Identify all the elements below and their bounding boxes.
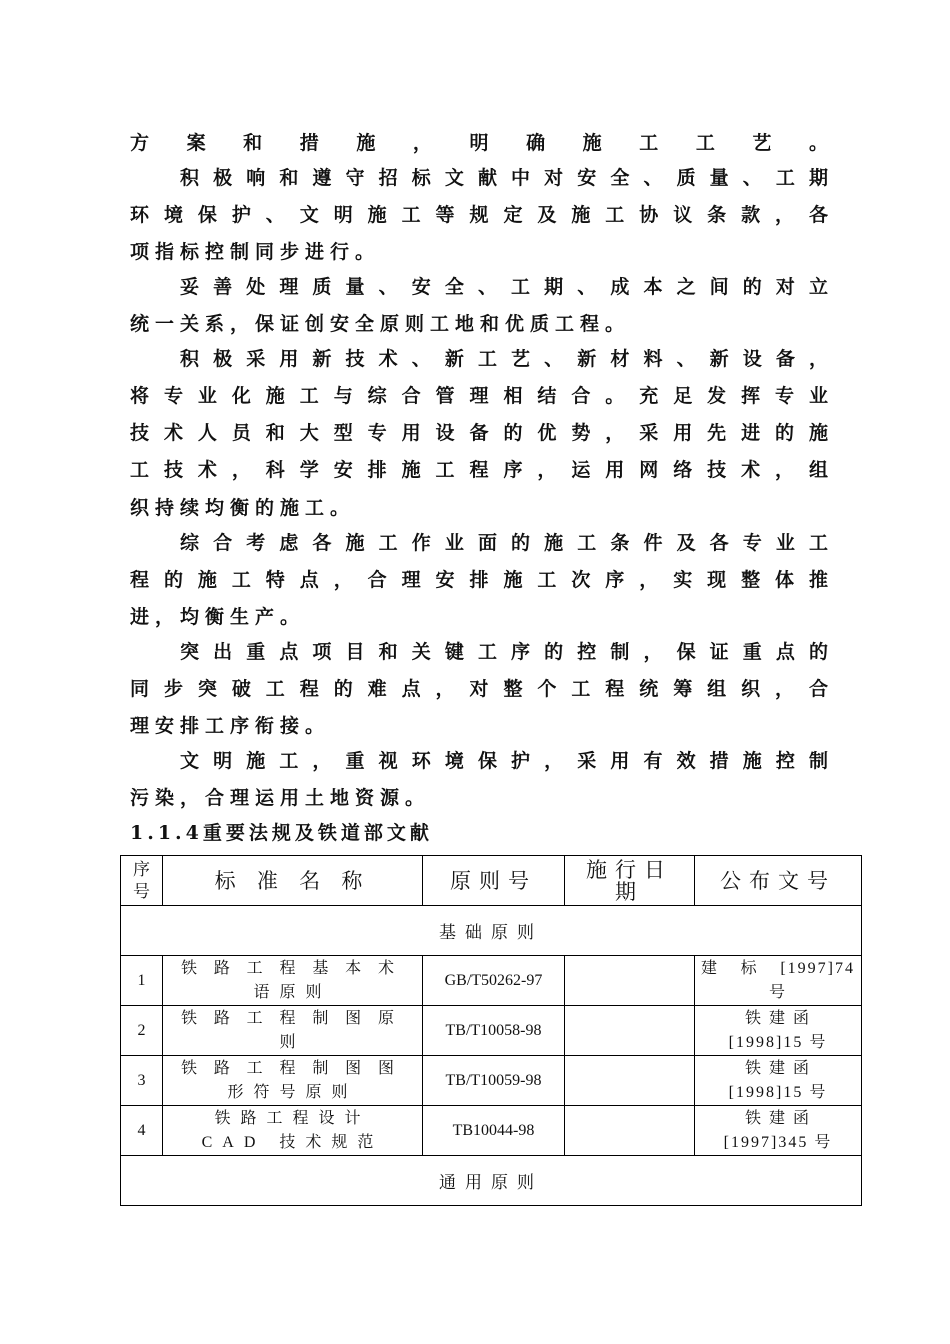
table-row xyxy=(121,1106,862,1156)
paragraph-line: 妥善处理质量、安全、工期、成本之间的对立 xyxy=(180,276,834,298)
cell-doc-line: [1997]345 号 xyxy=(723,1133,833,1151)
cell-doc-line: [1998]15 号 xyxy=(728,1033,828,1051)
cell-name-line: 铁路工程制图原 xyxy=(181,1009,404,1027)
cell-date xyxy=(565,1006,695,1056)
cell-doc-line: 号 xyxy=(768,983,787,1001)
paragraph-line: 同步突破工程的难点，对整个工程统筹组织，合 xyxy=(130,678,834,700)
header-seq-line: 序 xyxy=(133,859,150,879)
paragraph-line: 程的施工特点，合理安排施工次序，实现整体推 xyxy=(130,569,834,591)
cell-doc-line: 铁 建 函 xyxy=(744,1009,811,1027)
section-title: 通用原则 xyxy=(121,1156,862,1206)
standards-table xyxy=(120,855,862,1206)
cell-name-line: CAD 技术规范 xyxy=(201,1133,384,1151)
table-row xyxy=(121,1006,862,1056)
cell-seq: 3 xyxy=(121,1056,163,1106)
paragraph-line: 工技术，科学安排施工程序，运用网络技术，组 xyxy=(130,459,834,481)
cell-doc xyxy=(695,1056,862,1106)
cell-name-line: 铁路工程设计 xyxy=(214,1109,371,1127)
paragraph-line: 环境保护、文明施工等规定及施工协议条款，各 xyxy=(130,204,834,226)
section-title: 基础原则 xyxy=(121,906,862,956)
paragraph-line: 项指标控制同步进行。 xyxy=(130,241,381,263)
table-row xyxy=(121,956,862,1006)
header-code: 原则号 xyxy=(423,856,565,906)
table-section-row xyxy=(121,1156,862,1206)
paragraph-line: 文明施工，重视环境保护，采用有效措施控制 xyxy=(180,750,834,772)
cell-date xyxy=(565,1106,695,1156)
paragraph-line: 将专业化施工与综合管理相结合。充足发挥专业 xyxy=(130,385,834,407)
cell-name-line: 语原则 xyxy=(253,983,332,1001)
paragraph-line: 统一关系，保证创安全原则工地和优质工程。 xyxy=(130,313,631,335)
cell-code: GB/T50262-97 xyxy=(423,956,565,1006)
cell-code: TB/T10058-98 xyxy=(423,1006,565,1056)
paragraph-line: 进，均衡生产。 xyxy=(130,606,306,628)
cell-seq: 1 xyxy=(121,956,163,1006)
cell-seq: 2 xyxy=(121,1006,163,1056)
paragraph-line: 污染，合理运用土地资源。 xyxy=(130,787,431,809)
cell-name xyxy=(163,956,423,1006)
cell-date xyxy=(565,956,695,1006)
cell-doc-line: 铁 建 函 xyxy=(744,1059,811,1077)
paragraph-line: 织持续均衡的施工。 xyxy=(130,497,356,519)
table-row xyxy=(121,1056,862,1106)
cell-doc xyxy=(695,1106,862,1156)
cell-code: TB/T10059-98 xyxy=(423,1056,565,1106)
cell-name xyxy=(163,1056,423,1106)
header-date xyxy=(565,856,695,906)
cell-doc-line: [1998]15 号 xyxy=(728,1083,828,1101)
paragraph-line: 方案和措施，明确施工工艺。 xyxy=(130,132,834,154)
cell-doc xyxy=(695,1006,862,1056)
cell-name xyxy=(163,1106,423,1156)
paragraph-line: 突出重点项目和关键工序的控制，保证重点的 xyxy=(180,641,834,663)
table-header-row xyxy=(121,856,862,906)
cell-name-line: 则 xyxy=(279,1033,306,1051)
cell-doc-line: 铁 建 函 xyxy=(744,1109,811,1127)
cell-doc xyxy=(695,956,862,1006)
paragraph-line: 积极响和遵守招标文献中对安全、质量、工期 xyxy=(180,167,834,189)
cell-seq: 4 xyxy=(121,1106,163,1156)
cell-name-line: 铁路工程制图图 xyxy=(181,1059,404,1077)
cell-name-line: 形符号原则 xyxy=(227,1083,358,1101)
table-section-row xyxy=(121,906,862,956)
header-seq xyxy=(121,856,163,906)
cell-doc-line: 建 标 [1997]74 xyxy=(701,959,855,977)
header-date-line: 施行日 xyxy=(586,857,673,882)
header-seq-line: 号 xyxy=(133,881,150,901)
header-name: 标 准 名 称 xyxy=(163,856,423,906)
paragraph-line: 综合考虑各施工作业面的施工条件及各专业工 xyxy=(180,532,834,554)
cell-code: TB10044-98 xyxy=(423,1106,565,1156)
cell-date xyxy=(565,1056,695,1106)
paragraph-line: 积极采用新技术、新工艺、新材料、新设备， xyxy=(180,348,834,370)
header-date-line: 期 xyxy=(615,879,644,904)
cell-name xyxy=(163,1006,423,1056)
paragraph-line: 理安排工序衔接。 xyxy=(130,715,331,737)
section-heading: 1.1.4重要法规及铁道部文献 xyxy=(130,822,433,844)
paragraph-line: 技术人员和大型专用设备的优势，采用先进的施 xyxy=(130,422,834,444)
cell-name-line: 铁路工程基本术 xyxy=(181,959,404,977)
header-doc: 公布文号 xyxy=(695,856,862,906)
